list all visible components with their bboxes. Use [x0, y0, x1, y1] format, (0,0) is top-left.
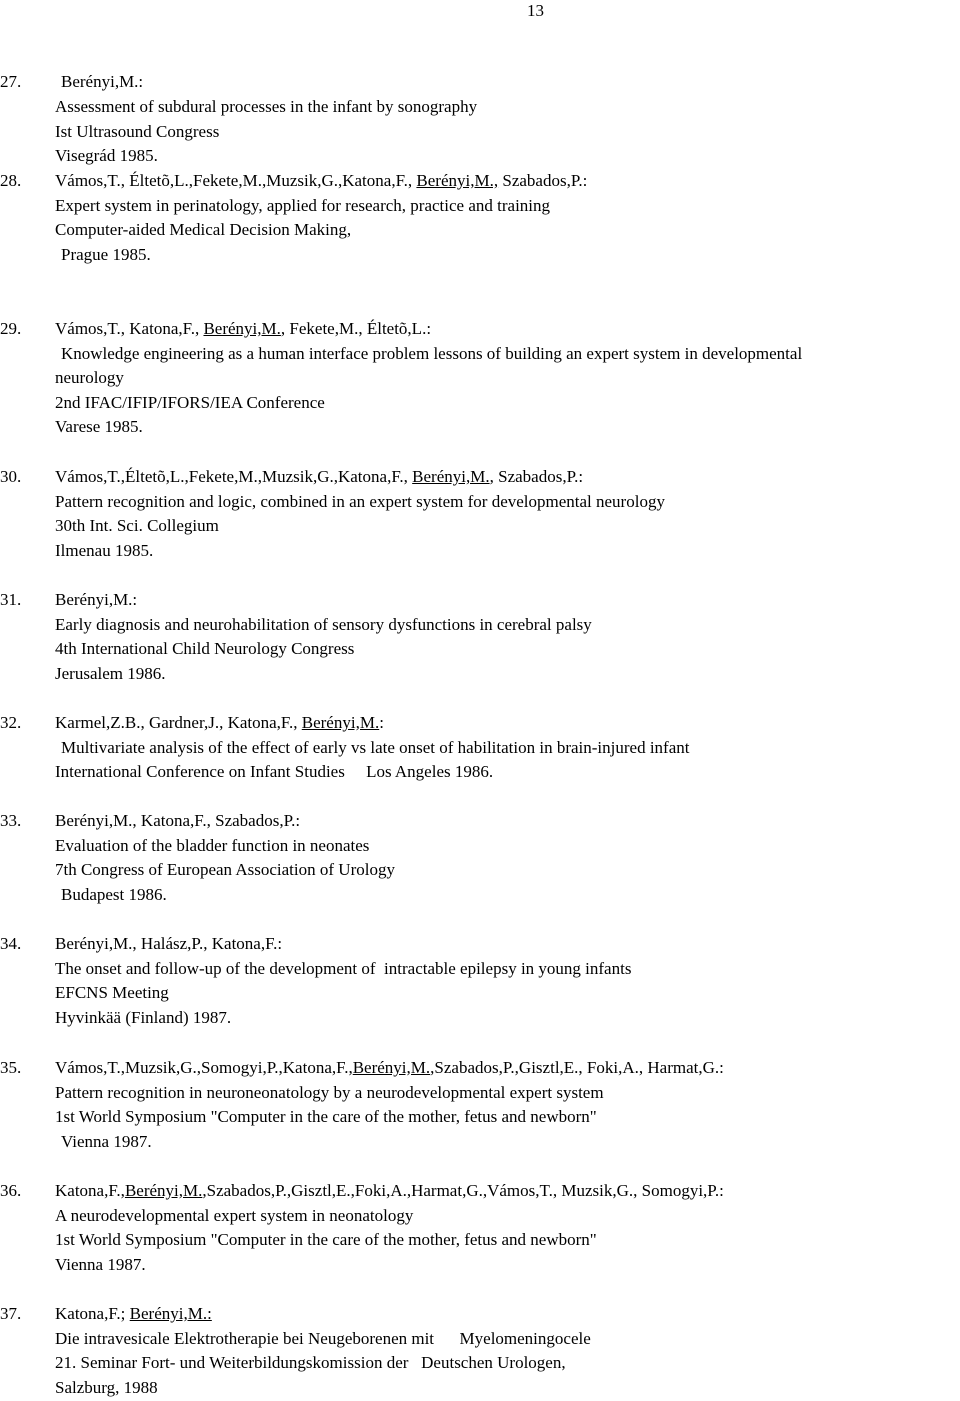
authors-part: Katona,F., [55, 1181, 125, 1200]
reference-venue: 21. Seminar Fort- und Weiterbildungskomission der Deutschen Urologen, [55, 1353, 566, 1372]
reference-number: 35. [0, 1058, 22, 1077]
authors-highlight: Berényi,M. [412, 467, 490, 486]
reference-authors [55, 465, 583, 490]
authors-part: , Szabados,P.: [489, 467, 584, 486]
reference-place-year: Visegrád 1985. [55, 146, 158, 165]
reference-title: A neurodevelopmental expert system in neonatology [55, 1206, 414, 1225]
reference-authors [55, 169, 587, 194]
reference-title: Knowledge engineering as a human interface problem lessons of building an expert system in developmental [61, 344, 803, 363]
reference-title-cont: neurology [55, 368, 124, 387]
reference-place-year: Jerusalem 1986. [55, 664, 166, 683]
reference-number: 37. [0, 1304, 22, 1323]
reference-number: 34. [0, 934, 22, 953]
authors-highlight: Berényi,M., [416, 171, 499, 190]
reference-number: 33. [0, 811, 22, 830]
authors-part: Vámos,T., Éltetõ,L.,Fekete,M.,Muzsik,G.,Katona,F., [55, 171, 417, 190]
reference-authors [55, 1056, 724, 1081]
reference-venue: 1st World Symposium "Computer in the care of the mother, fetus and newborn" [55, 1107, 597, 1126]
authors-part: Karmel,Z.B., Gardner,J., Katona,F., [55, 713, 302, 732]
authors-highlight: Berényi,M. [301, 713, 380, 732]
reference-venue: 1st World Symposium "Computer in the care of the mother, fetus and newborn" [55, 1230, 597, 1249]
reference-place-year: Budapest 1986. [61, 885, 167, 904]
reference-authors [55, 711, 384, 736]
reference-venue: International Conference on Infant Studies Los Angeles 1986. [55, 762, 494, 781]
reference-venue: Computer-aided Medical Decision Making, [55, 220, 352, 239]
reference-title: The onset and follow-up of the development of intractable epilepsy in young infants [55, 959, 632, 978]
authors-part: ,Szabados,P.,Gisztl,E.,Foki,A.,Harmat,G.,Vámos,T., Muzsik,G., Somogyi,P.: [202, 1181, 724, 1200]
authors-highlight: Berényi,M. [352, 1058, 431, 1077]
reference-title: Assessment of subdural processes in the infant by sonography [55, 97, 478, 116]
authors-highlight: Berényi,M. [124, 1181, 203, 1200]
reference-authors: Berényi,M., Katona,F., Szabados,P.: [55, 811, 301, 830]
reference-title: Pattern recognition in neuroneonatology by a neurodevelopmental expert system [55, 1083, 604, 1102]
reference-place-year: Vienna 1987. [61, 1132, 152, 1151]
reference-venue: 30th Int. Sci. Collegium [55, 516, 219, 535]
page-number: 13 [527, 1, 544, 20]
authors-part: Vámos,T.,Éltetõ,L.,Fekete,M.,Muzsik,G.,Katona,F., [55, 467, 413, 486]
reference-place-year: Ilmenau 1985. [55, 541, 154, 560]
reference-venue: EFCNS Meeting [55, 983, 169, 1002]
authors-highlight: Berényi,M.: [129, 1304, 212, 1323]
reference-place-year: Hyvinkää (Finland) 1987. [55, 1008, 232, 1027]
reference-place-year: Prague 1985. [61, 245, 151, 264]
reference-number: 36. [0, 1181, 22, 1200]
reference-authors: Berényi,M.: [55, 590, 138, 609]
reference-authors [55, 1302, 212, 1327]
authors-part: Katona,F.; [55, 1304, 130, 1323]
reference-venue: 2nd IFAC/IFIP/IFORS/IEA Conference [55, 393, 325, 412]
reference-venue: 7th Congress of European Association of Urology [55, 860, 395, 879]
reference-place-year: Varese 1985. [55, 417, 143, 436]
reference-authors: Berényi,M., Halász,P., Katona,F.: [55, 934, 283, 953]
reference-authors [55, 317, 431, 342]
authors-part: Vámos,T., Katona,F., [55, 319, 204, 338]
reference-venue: 4th International Child Neurology Congress [55, 639, 355, 658]
reference-number: 32. [0, 713, 22, 732]
authors-part: Vámos,T.,Muzsik,G.,Somogyi,P.,Katona,F., [55, 1058, 353, 1077]
reference-title: Multivariate analysis of the effect of early vs late onset of habilitation in brain-injured infant [61, 738, 690, 757]
reference-number: 31. [0, 590, 22, 609]
reference-venue: Ist Ultrasound Congress [55, 122, 220, 141]
authors-part: ,Szabados,P.,Gisztl,E., Foki,A., Harmat,G.: [430, 1058, 724, 1077]
reference-number: 28. [0, 171, 22, 190]
reference-title: Die intravesicale Elektrotherapie bei Neugeborenen mit Myelomeningocele [55, 1329, 591, 1348]
reference-title: Evaluation of the bladder function in neonates [55, 836, 370, 855]
reference-number: 29. [0, 319, 22, 338]
reference-authors: Berényi,M.: [61, 72, 144, 91]
reference-place-year: Vienna 1987. [55, 1255, 146, 1274]
reference-number: 30. [0, 467, 22, 486]
authors-part: : [379, 713, 384, 732]
reference-place-year: Salzburg, 1988 [55, 1378, 158, 1397]
authors-part: , Fekete,M., Éltetõ,L.: [280, 319, 432, 338]
reference-title: Early diagnosis and neurohabilitation of sensory dysfunctions in cerebral palsy [55, 615, 592, 634]
authors-highlight: Berényi,M. [203, 319, 281, 338]
reference-authors [55, 1179, 724, 1204]
reference-title: Pattern recognition and logic, combined in an expert system for developmental neurology [55, 492, 665, 511]
authors-part: Szabados,P.: [498, 171, 588, 190]
reference-title: Expert system in perinatology, applied for research, practice and training [55, 196, 551, 215]
reference-number: 27. [0, 72, 22, 91]
